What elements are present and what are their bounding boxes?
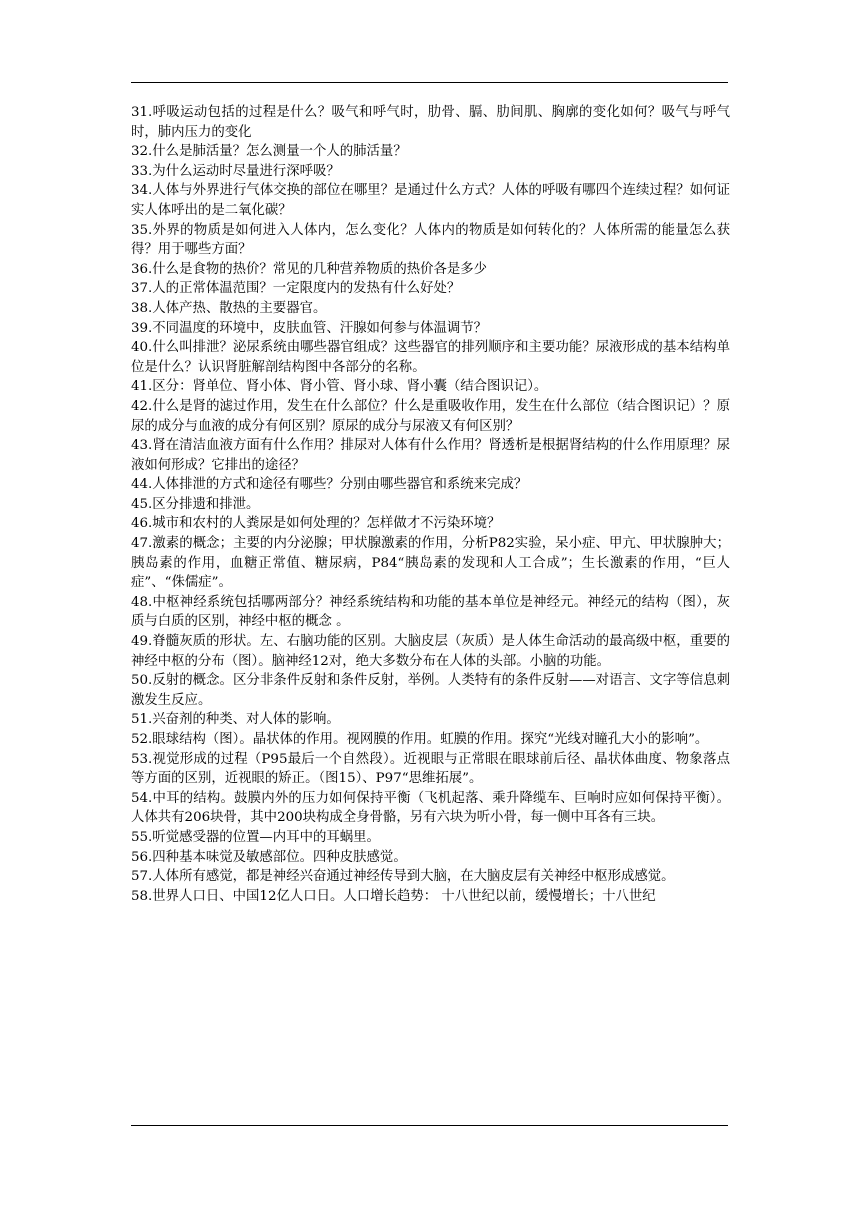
- footer-rule: [131, 1125, 728, 1126]
- document-body: [131, 103, 730, 906]
- paragraph-48: 48.中枢神经系统包括哪两部分？神经系统结构和功能的基本单位是神经元。神经元的结构（图），灰质与白质的区别，神经中枢的概念 。: [131, 594, 730, 630]
- paragraph-51: 51.兴奋剂的种类、对人体的影响。: [131, 712, 340, 728]
- paragraph-36: 36.什么是食物的热价？常见的几种营养物质的热价各是多少: [131, 261, 488, 277]
- paragraph-37: 37.人的正常体温范围？一定限度内的发热有什么好处？: [131, 281, 461, 297]
- paragraph-55: 55.听觉感受器的位置—内耳中的耳蜗里。: [131, 829, 380, 845]
- paragraph-42: 42.什么是肾的滤过作用，发生在什么部位？什么是重吸收作用，发生在什么部位（结合图识记）？原尿的成分与血液的成分有何区别？原尿的成分与尿液又有何区别？: [131, 398, 730, 434]
- paragraph-50: 50.反射的概念。区分非条件反射和条件反射，举例。人类特有的条件反射——对语言、文字等信息刺激发生反应。: [131, 673, 730, 708]
- header-rule: [131, 82, 728, 83]
- paragraph-52: 52.眼球结构（图）。晶状体的作用。视网膜的作用。虹膜的作用。探究“光线对瞳孔大小的影响”。: [131, 732, 709, 747]
- paragraph-44: 44.人体排泄的方式和途径有哪些？分别由哪些器官和系统来完成？: [131, 477, 528, 493]
- paragraph-33: 33.为什么运动时尽量进行深呼吸？: [131, 163, 340, 179]
- paragraph-40: 40.什么叫排泄？泌尿系统由哪些器官组成？这些器官的排列顺序和主要功能？尿液形成的基本结构单位是什么？认识肾脏解剖结构图中各部分的名称。: [131, 340, 730, 375]
- paragraph-47: 47.激素的概念；主要的内分泌腺；甲状腺激素的作用，分析P82实验，呆小症、甲亢、甲状腺肿大；胰岛素的作用，血糖正常值、糖尿病，P84“胰岛素的发现和人工合成”；生长激素的作用，“巨人症”、“侏儒症”。: [131, 536, 730, 591]
- paragraph-43: 43.肾在清洁血液方面有什么作用？排尿对人体有什么作用？肾透析是根据肾结构的什么作用原理？尿液如何形成？它排出的途径？: [131, 438, 730, 473]
- paragraph-39: 39.不同温度的环境中，皮肤血管、汗腺如何参与体温调节？: [131, 320, 488, 336]
- paragraph-54: 54.中耳的结构。鼓膜内外的压力如何保持平衡（飞机起落、乘升降缆车、巨响时应如何保持平衡）。人体共有206块骨，其中200块构成全身骨骼，另有六块为听小骨，每一侧中耳各有三块。: [131, 790, 730, 826]
- paragraph-58: 58.世界人口日、中国12亿人口日。人口增长趋势： 十八世纪以前，缓慢增长；十八世纪: [131, 888, 656, 904]
- paragraph-56: 56.四种基本味觉及敏感部位。四种皮肤感觉。: [131, 849, 407, 865]
- paragraph-31: 31.呼吸运动包括的过程是什么？吸气和呼气时，肋骨、膈、肋间肌、胸廓的变化如何？吸气与呼气时，肺内压力的变化: [131, 105, 730, 140]
- paragraph-34: 34.人体与外界进行气体交换的部位在哪里？是通过什么方式？人体的呼吸有哪四个连续过程？如何证实人体呼出的是二氧化碳？: [131, 183, 730, 218]
- paragraph-57: 57.人体所有感觉，都是神经兴奋通过神经传导到大脑，在大脑皮层有关神经中枢形成感觉。: [131, 869, 675, 885]
- paragraph-49: 49.脊髓灰质的形状。左、右脑功能的区别。大脑皮层（灰质）是人体生命活动的最高级中枢，重要的神经中枢的分布（图）。脑神经12对，绝大多数分布在人体的头部。小脑的功能。: [131, 634, 730, 669]
- paragraph-45: 45.区分排遗和排泄。: [131, 496, 260, 512]
- paragraph-41: 41.区分：肾单位、肾小体、肾小管、肾小球、肾小囊（结合图识记）。: [131, 379, 548, 395]
- paragraph-38: 38.人体产热、散热的主要器官。: [131, 300, 327, 316]
- paragraph-53: 53.视觉形成的过程（P95最后一个自然段）。近视眼与正常眼在眼球前后径、晶状体曲度、物象落点等方面的区别，近视眼的矫正。（图15）、P97“思维拓展”。: [131, 751, 730, 787]
- paragraph-35: 35.外界的物质是如何进入人体内，怎么变化？人体内的物质是如何转化的？人体所需的能量怎么获得？用于哪些方面？: [131, 222, 730, 258]
- paragraph-46: 46.城市和农村的人粪尿是如何处理的？怎样做才不污染环境？: [131, 516, 501, 532]
- paragraph-32: 32.什么是肺活量？怎么测量一个人的肺活量？: [131, 144, 407, 160]
